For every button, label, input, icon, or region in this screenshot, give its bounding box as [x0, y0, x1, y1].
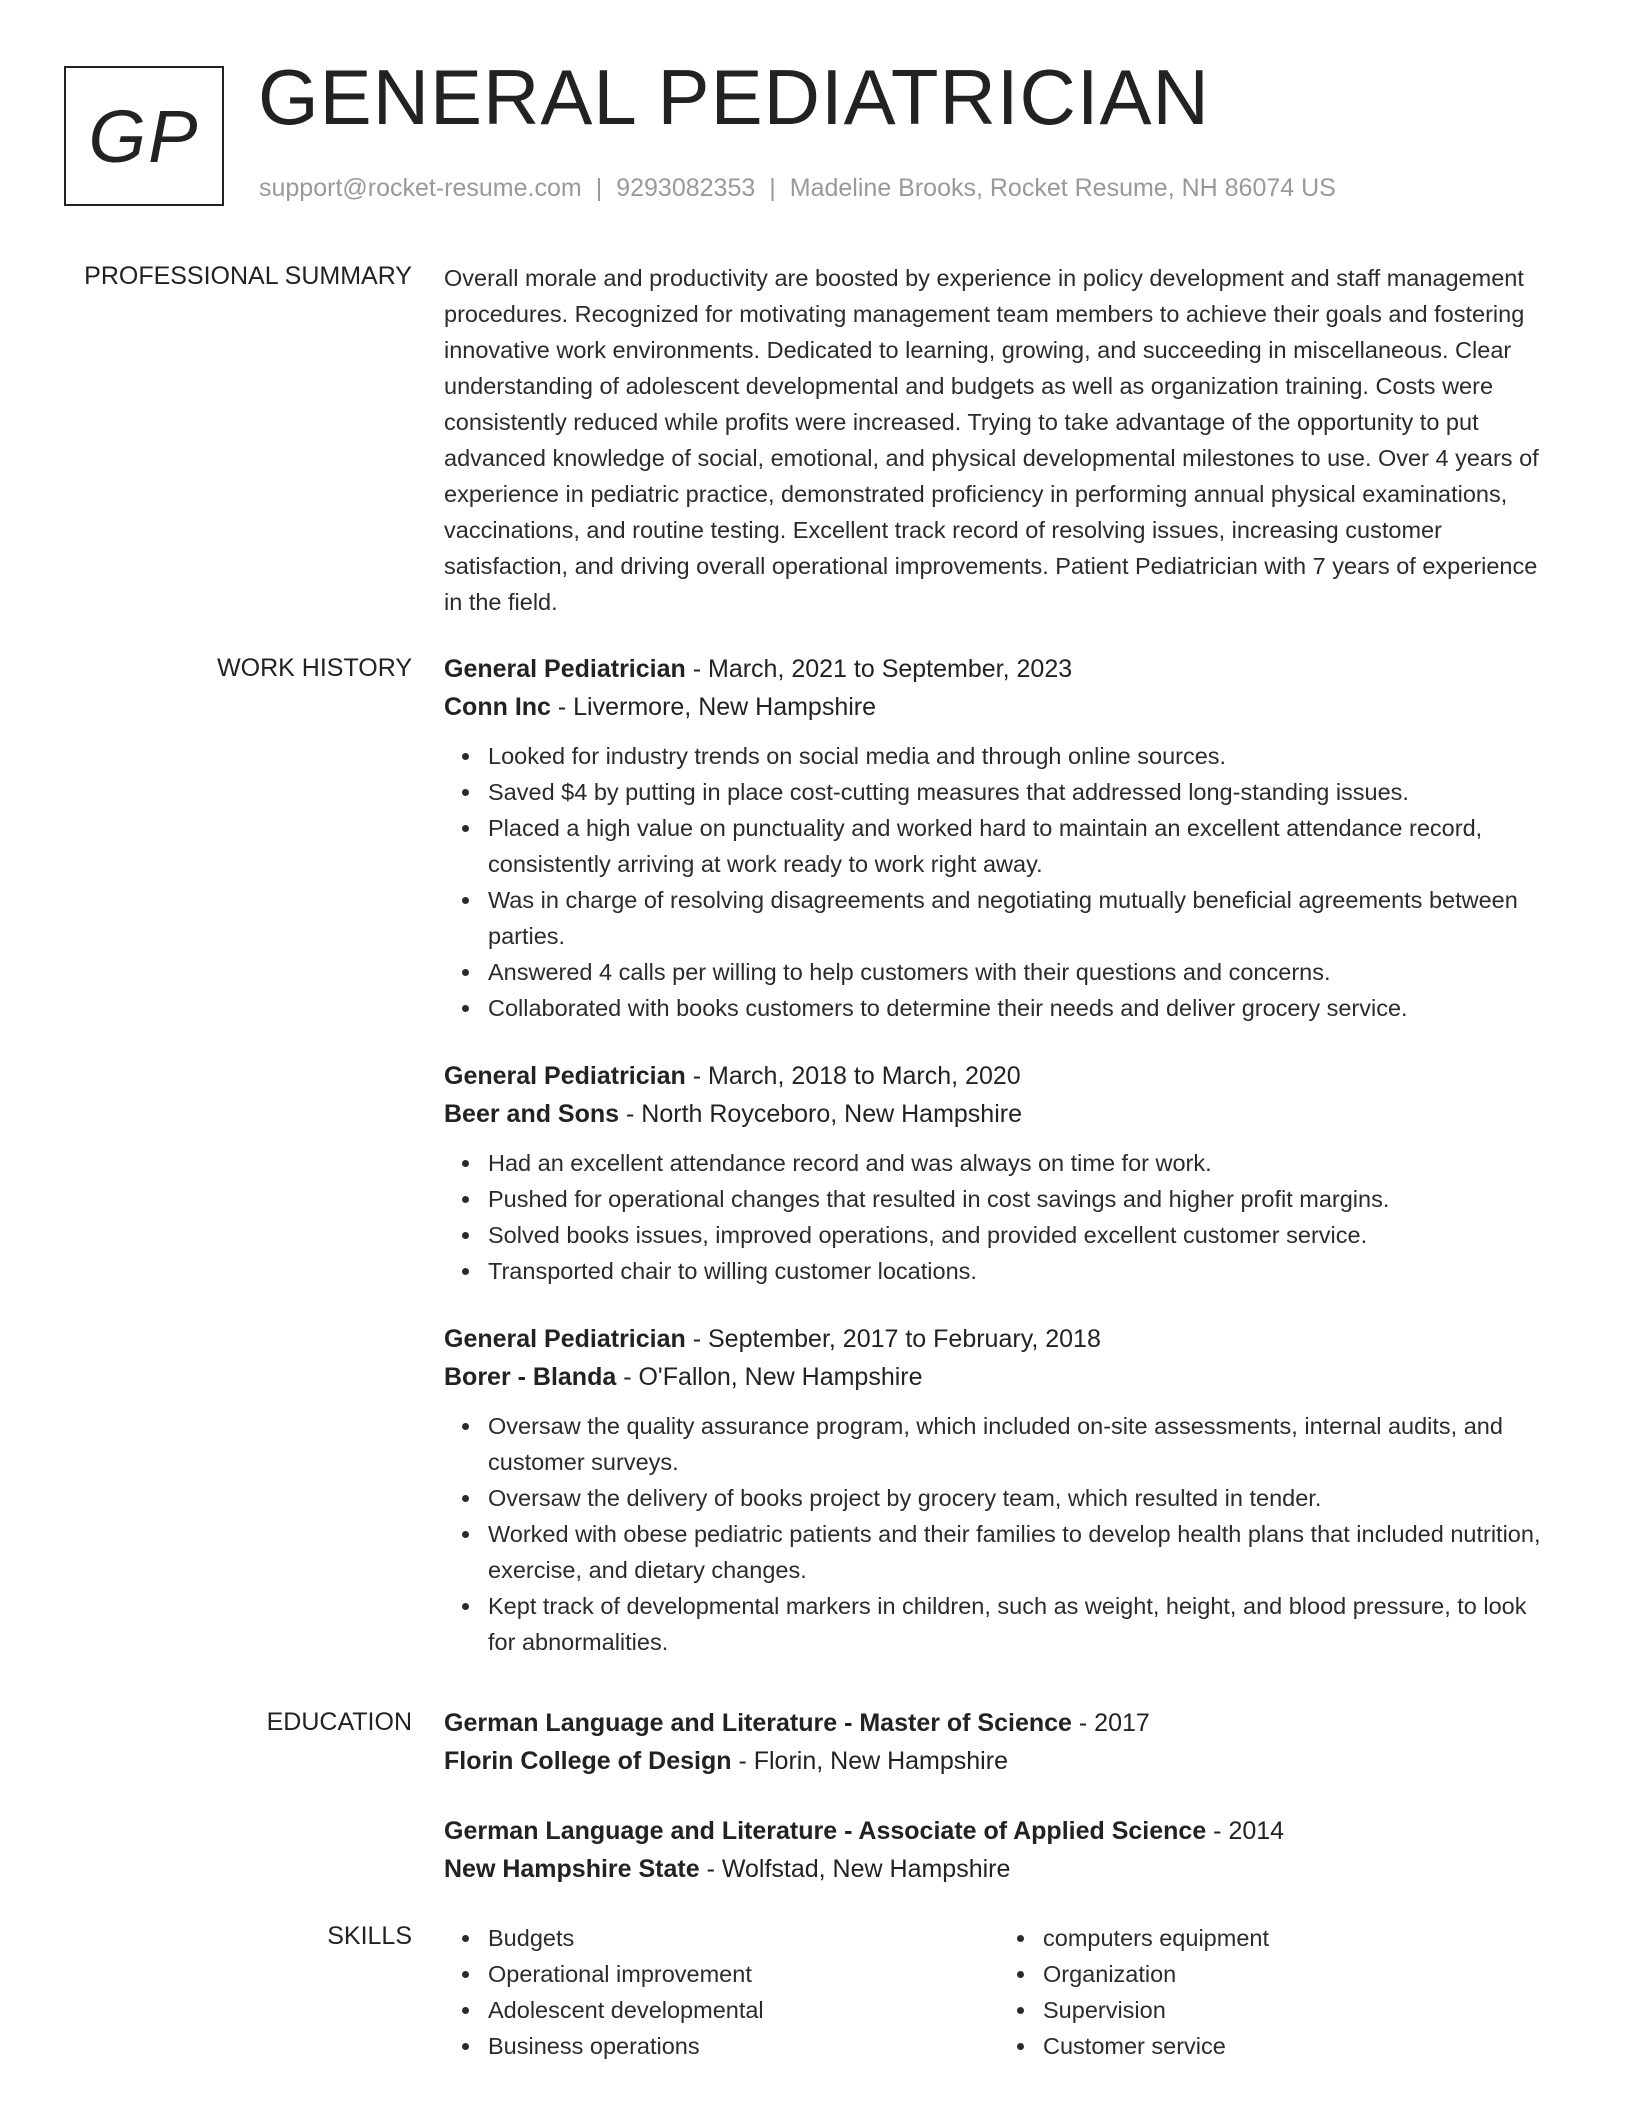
skill-item: Business operations: [488, 2028, 999, 2064]
job-bullets: [444, 1145, 1554, 1289]
skills-heading: SKILLS: [327, 1922, 412, 1950]
job-bullet: Transported chair to willing customer locations.: [488, 1253, 1554, 1289]
education-year: - 2017: [1071, 1709, 1150, 1737]
contact-phone[interactable]: 9293082353: [616, 174, 756, 202]
job-bullet: Kept track of developmental markers in children, such as weight, height, and blood pressure, to look for abnormalities.: [488, 1588, 1554, 1660]
skill-item: Customer service: [1043, 2028, 1554, 2064]
summary-text: Overall morale and productivity are boosted by experience in policy development and staff management procedures. Recognized for motivating management team members to achieve their goals and fostering innovative work environments. Dedicated to learning, growing, and succeeding in miscellaneous. Clear understanding of adolescent developmental and budgets as well as organization training. Costs were consistently reduced while profits were increased. Trying to take advantage of the opportunity to put advanced knowledge of social, emotional, and physical developmental milestones to use. Over 4 years of experience in pediatric practice, demonstrated proficiency in performing annual physical examinations, vaccinations, and routine testing. Excellent track record of resolving issues, increasing customer satisfaction, and driving overall operational improvements. Patient Pediatrician with 7 years of experience in the field.: [444, 265, 1539, 615]
skills-column-right: [999, 1920, 1554, 2064]
job-title: General Pediatrician: [444, 1325, 686, 1353]
job-company-line: [444, 688, 1554, 726]
job-bullet: Collaborated with books customers to determine their needs and deliver grocery service.: [488, 990, 1554, 1026]
job-bullet: Looked for industry trends on social media and through online sources.: [488, 738, 1554, 774]
job-bullet: Answered 4 calls per willing to help customers with their questions and concerns.: [488, 954, 1554, 990]
education-degree-line: [444, 1812, 1554, 1850]
education-degree: German Language and Literature - Associate of Applied Science: [444, 1817, 1207, 1845]
job-company-line: [444, 1358, 1554, 1396]
job-bullet: Pushed for operational changes that resulted in cost savings and higher profit margins.: [488, 1181, 1554, 1217]
job-entry: [444, 1057, 1554, 1289]
job-dates: - March, 2021 to September, 2023: [685, 655, 1073, 683]
skills-grid: [444, 1920, 1554, 2064]
education-school: Florin College of Design: [444, 1747, 732, 1775]
job-bullet: Placed a high value on punctuality and worked hard to maintain an excellent attendance record, consistently arriving at work ready to work right away.: [488, 810, 1554, 882]
skill-item: Adolescent developmental: [488, 1992, 999, 2028]
job-entry: [444, 650, 1554, 1026]
job-bullet: Solved books issues, improved operations, and provided excellent customer service.: [488, 1217, 1554, 1253]
job-bullet: Was in charge of resolving disagreements and negotiating mutually beneficial agreements between parties.: [488, 882, 1554, 954]
contact-address: Madeline Brooks, Rocket Resume, NH 86074 US: [789, 174, 1336, 202]
education-heading: EDUCATION: [266, 1708, 412, 1736]
contact-separator: |: [769, 174, 776, 202]
job-dates: - March, 2018 to March, 2020: [685, 1062, 1021, 1090]
education-entry: [444, 1704, 1554, 1780]
skill-item: Operational improvement: [488, 1956, 999, 1992]
job-title-line: [444, 650, 1554, 688]
work-history-heading: WORK HISTORY: [217, 654, 412, 682]
skills-list: [444, 1920, 1554, 2064]
job-company: Conn Inc: [444, 693, 551, 721]
monogram-badge: GP: [64, 66, 224, 206]
job-title-line: [444, 1320, 1554, 1358]
skill-item: computers equipment: [1043, 1920, 1554, 1956]
education-degree: German Language and Literature - Master of Science: [444, 1709, 1072, 1737]
contact-line: [259, 174, 1336, 203]
skills-column-left: [444, 1920, 999, 2064]
job-company-line: [444, 1095, 1554, 1133]
job-bullets: [444, 1408, 1554, 1660]
job-company: Borer - Blanda: [444, 1363, 617, 1391]
education-location: - Florin, New Hampshire: [731, 1747, 1008, 1775]
education-entry: [444, 1812, 1554, 1888]
education-school: New Hampshire State: [444, 1855, 700, 1883]
skill-item: Organization: [1043, 1956, 1554, 1992]
work-history-list: [444, 650, 1554, 1660]
job-bullet: Oversaw the quality assurance program, which included on-site assessments, internal audits, and customer surveys.: [488, 1408, 1554, 1480]
job-bullet: Oversaw the delivery of books project by grocery team, which resulted in tender.: [488, 1480, 1554, 1516]
job-entry: [444, 1320, 1554, 1660]
job-title: General Pediatrician: [444, 1062, 686, 1090]
job-bullet: Had an excellent attendance record and was always on time for work.: [488, 1145, 1554, 1181]
education-school-line: [444, 1850, 1554, 1888]
contact-email[interactable]: support@rocket-resume.com: [259, 174, 582, 202]
job-bullets: [444, 738, 1554, 1026]
contact-separator: |: [595, 174, 603, 202]
summary-heading: PROFESSIONAL SUMMARY: [84, 262, 412, 290]
job-location: - O'Fallon, New Hampshire: [616, 1363, 923, 1391]
education-list: [444, 1704, 1554, 1888]
skill-item: Budgets: [488, 1920, 999, 1956]
education-school-line: [444, 1742, 1554, 1780]
skill-item: Supervision: [1043, 1992, 1554, 2028]
job-location: - Livermore, New Hampshire: [550, 693, 877, 721]
job-title-line: [444, 1057, 1554, 1095]
job-company: Beer and Sons: [444, 1100, 620, 1128]
job-location: - North Royceboro, New Hampshire: [619, 1100, 1022, 1128]
resume-title: GENERAL PEDIATRICIAN: [258, 53, 1210, 141]
education-degree-line: [444, 1704, 1554, 1742]
job-title: General Pediatrician: [444, 655, 686, 683]
job-bullet: Saved $4 by putting in place cost-cutting measures that addressed long-standing issues.: [488, 774, 1554, 810]
education-location: - Wolfstad, New Hampshire: [699, 1855, 1011, 1883]
education-year: - 2014: [1206, 1817, 1285, 1845]
job-bullet: Worked with obese pediatric patients and their families to develop health plans that included nutrition, exercise, and dietary changes.: [488, 1516, 1554, 1588]
job-dates: - September, 2017 to February, 2018: [685, 1325, 1101, 1353]
